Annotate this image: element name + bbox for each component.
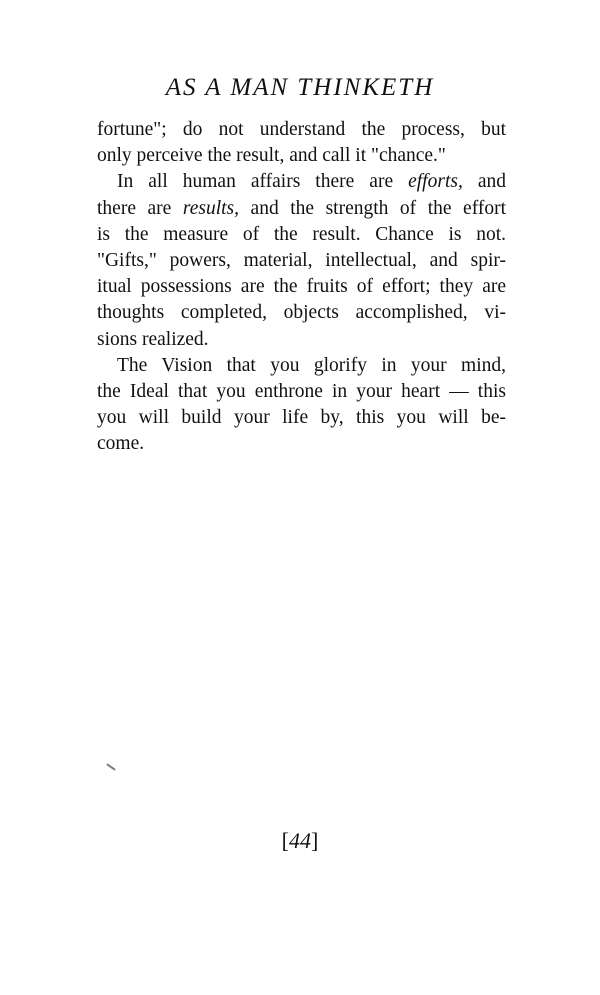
text-line: The Vision that you glorify in your mind,: [117, 354, 506, 376]
text-segment: there are: [97, 197, 183, 219]
running-head: AS A MAN THINKETH: [165, 74, 435, 101]
text-segment: and: [462, 171, 506, 193]
paragraph-3: [97, 353, 506, 458]
paragraph-1: [97, 117, 506, 169]
text-line: come.: [97, 433, 145, 455]
text-line: itual possessions are the fruits of effort; they are: [97, 276, 506, 298]
scan-speck: [106, 763, 115, 770]
text-segment: and the strength of the effort: [239, 197, 506, 219]
text-line: the Ideal that you enthrone in your heart — this: [97, 381, 506, 403]
paragraph-2: [97, 169, 506, 352]
text-line: only perceive the result, and call it "chance.": [97, 145, 446, 167]
folio-bracket-open: [: [281, 828, 289, 853]
text-line: "Gifts," powers, material, intellectual, and spir-: [97, 250, 506, 272]
body-text: [97, 117, 506, 458]
page-number: [0, 828, 600, 854]
text-line: is the measure of the result. Chance is not.: [97, 223, 506, 245]
folio-bracket-close: ]: [311, 828, 319, 853]
text-line: you will build your life by, this you will be-: [97, 407, 506, 429]
emphasis-results: results,: [182, 197, 240, 219]
text-line: [97, 196, 506, 222]
emphasis-efforts: efforts,: [408, 171, 463, 193]
text-line: thoughts completed, objects accomplished, vi-: [97, 302, 506, 324]
text-line: fortune"; do not understand the process, but: [97, 119, 506, 140]
text-line: sions realized.: [97, 328, 209, 350]
text-segment: In all human affairs there are: [117, 171, 409, 193]
folio-number: 44: [289, 828, 311, 853]
text-line: [97, 169, 506, 195]
